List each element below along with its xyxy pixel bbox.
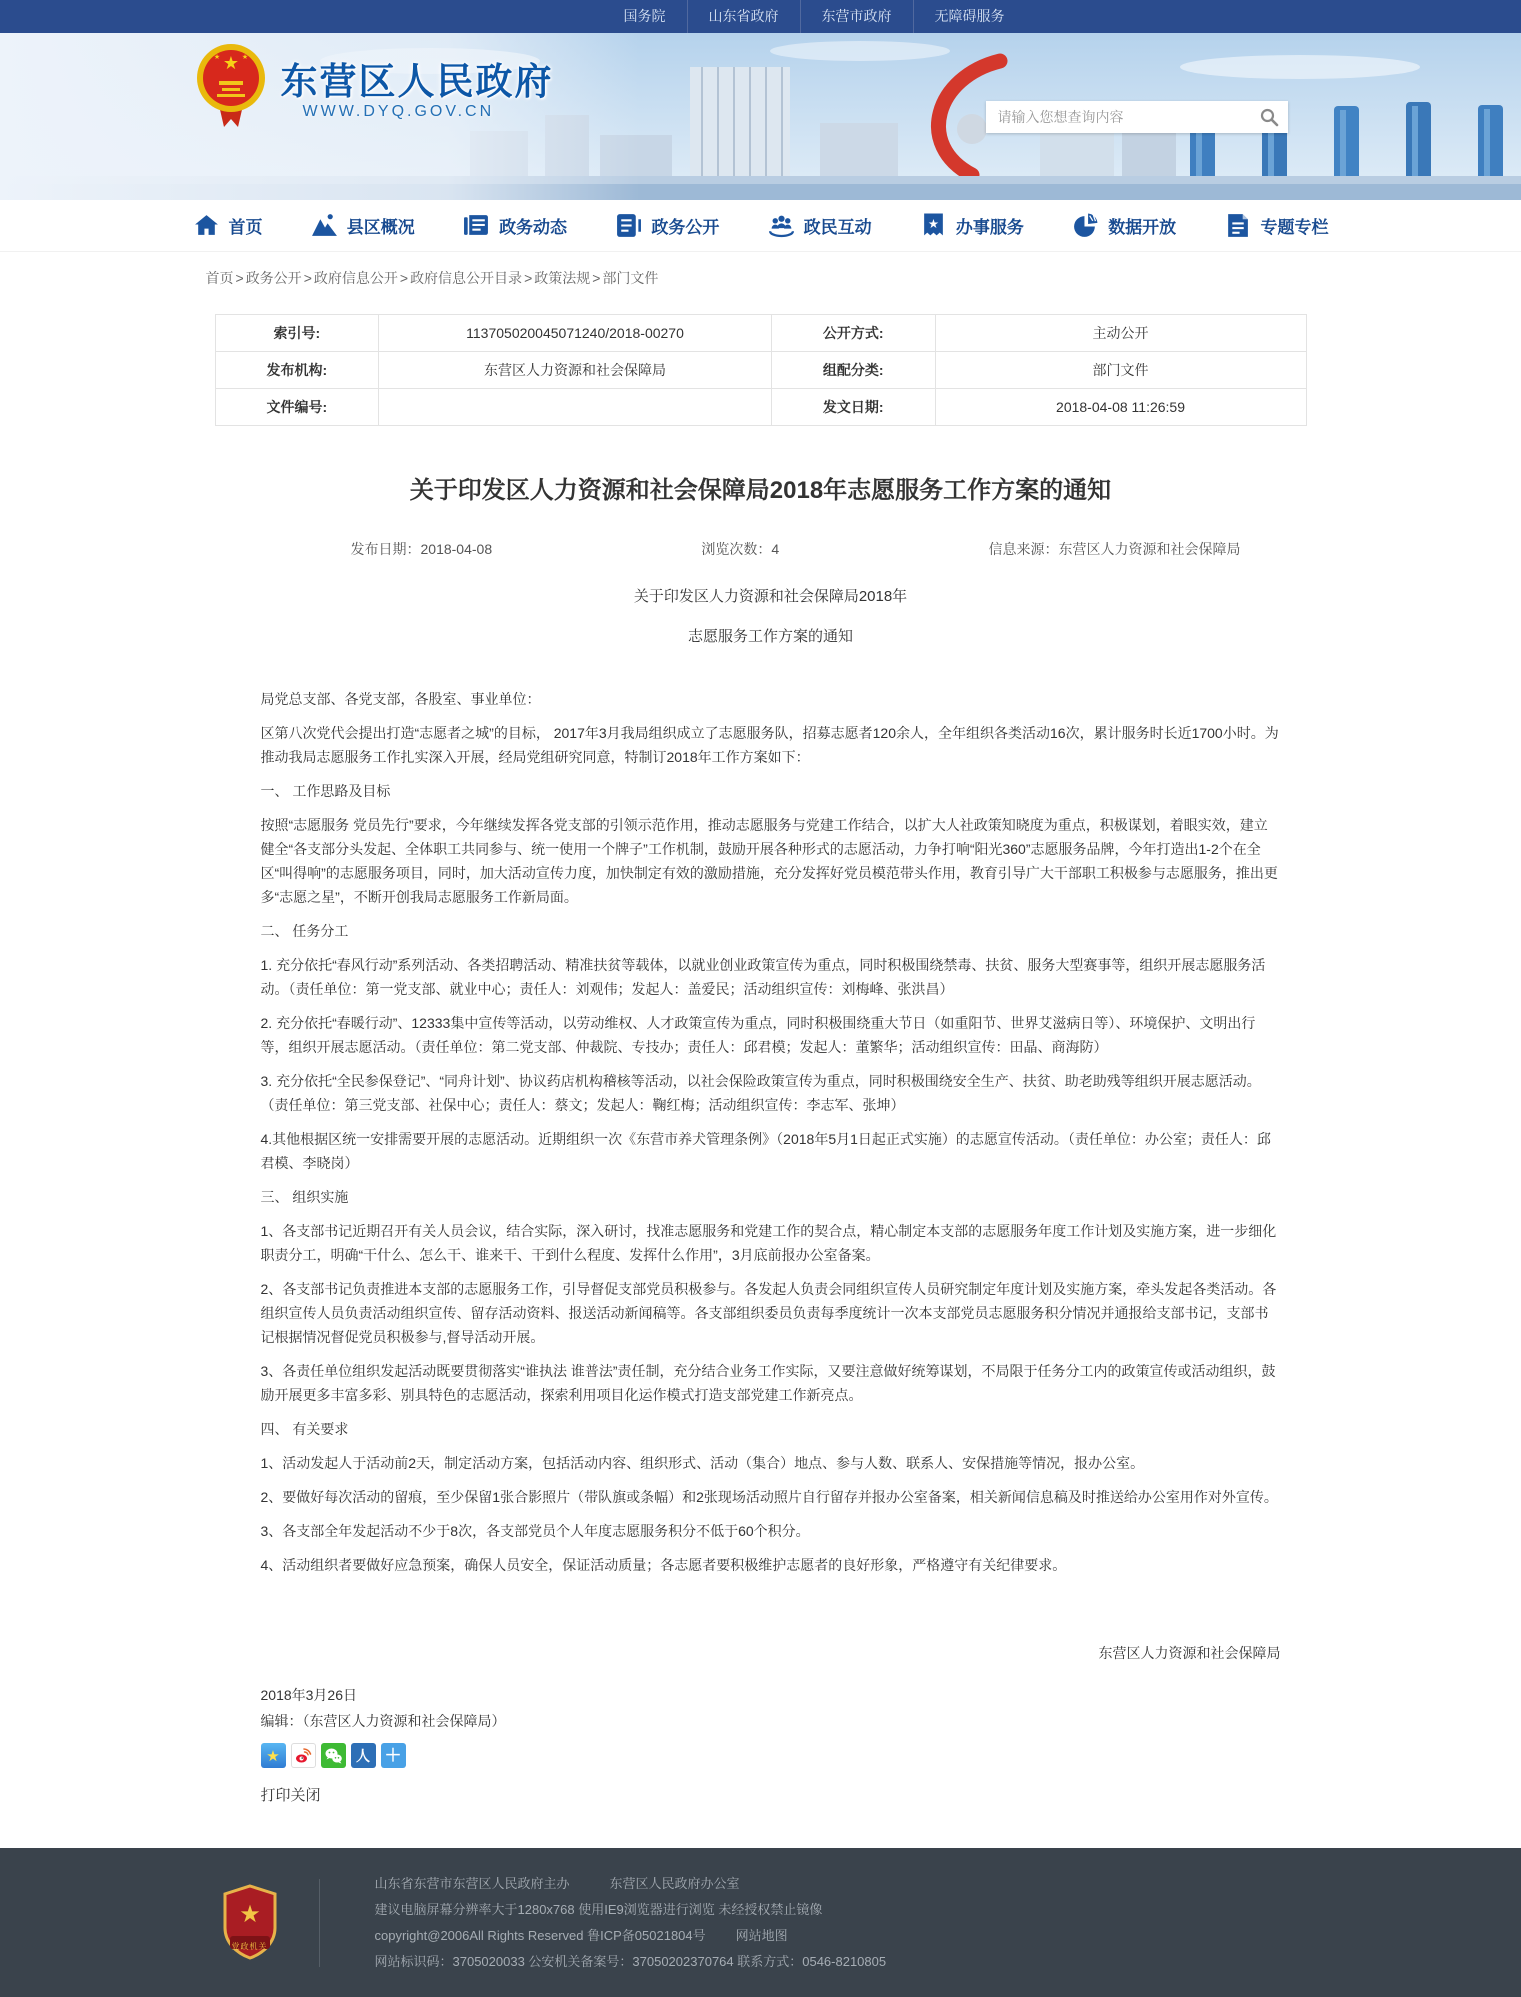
home-icon bbox=[193, 212, 220, 239]
signature: 东营区人力资源和社会保障局 bbox=[1098, 1645, 1281, 1661]
breadcrumb bbox=[161, 252, 1361, 288]
breadcrumb-dept-files[interactable]: 部门文件 bbox=[602, 270, 659, 286]
paragraph: 4.其他根据区统一安排需要开展的志愿活动。近期组织一次《东营市养犬管理条例》（2018年5月1日起正式实施）的志愿宣传活动。（责任单位：办公室；责任人：邱君模、李晓岗） bbox=[260, 1131, 1271, 1171]
section-heading: 二、 任务分工 bbox=[260, 923, 349, 939]
breadcrumb-policies[interactable]: 政策法规 > bbox=[534, 270, 602, 286]
national-emblem-logo[interactable] bbox=[191, 41, 271, 133]
nav-label: 办事服务 bbox=[955, 218, 1024, 237]
footer bbox=[0, 1848, 1521, 1997]
search-input[interactable] bbox=[986, 101, 1250, 133]
search-box bbox=[986, 101, 1288, 133]
paragraph: 1. 充分依托“春风行动”系列活动、各类招聘活动、精准扶贫等载体，以就业创业政策宣传为重点，同时积极围绕禁毒、扶贫、服务大型赛事等，组织开展志愿服务活动。（责任单位：第一党支部、就业中心；责任人：刘观伟；发起人：盖爱民；活动组织宣传：刘梅峰、张洪昌） bbox=[260, 957, 1266, 997]
topbar-link-shandong-gov[interactable]: 山东省政府 bbox=[687, 0, 800, 33]
issue-date-value: 2018-04-08 11:26:59 bbox=[935, 389, 1306, 426]
index-number-label: 索引号: bbox=[215, 315, 379, 352]
index-number-value: 113705020045071240/2018-00270 bbox=[379, 315, 772, 352]
gov-agency-badge[interactable] bbox=[221, 1884, 279, 1962]
footer-info bbox=[375, 1871, 887, 1975]
doc-heading-line: 关于印发区人力资源和社会保障局2018年 bbox=[633, 588, 908, 605]
file-number-value bbox=[379, 389, 772, 426]
breadcrumb-home[interactable]: 首页 > bbox=[206, 270, 246, 286]
paragraph: 2、要做好每次活动的留痕，至少保留1张合影照片（带队旗或条幅）和2张现场活动照片自行留存并报办公室备案，相关新闻信息稿及时推送给办公室用作对外宣传。 bbox=[260, 1489, 1278, 1505]
nav-item-home[interactable] bbox=[193, 212, 263, 239]
paragraph: 1、活动发起人于活动前2天，制定活动方案，包括活动内容、组织形式、活动（集合）地点、参与人数、联系人、安保措施等情况，报办公室。 bbox=[260, 1455, 1145, 1471]
footer-office: 东营区人民政府办公室 bbox=[609, 1875, 740, 1891]
info-table bbox=[215, 314, 1307, 426]
doc-heading-line: 志愿服务工作方案的通知 bbox=[687, 628, 853, 645]
topbar-link-dongying-gov[interactable]: 东营市政府 bbox=[800, 0, 913, 33]
section-heading: 四、 有关要求 bbox=[260, 1421, 349, 1437]
publish-date: 发布日期：2018-04-08 bbox=[350, 541, 493, 557]
site-title[interactable]: 东营区人民政府 bbox=[280, 61, 554, 102]
qzone-share-icon[interactable]: ★ bbox=[261, 1743, 286, 1768]
table-row bbox=[215, 352, 1306, 389]
breadcrumb-gov-disclosure[interactable]: 政务公开 > bbox=[246, 270, 314, 286]
disclosure-method-value: 主动公开 bbox=[935, 315, 1306, 352]
footer-host-org: 山东省东营市东营区人民政府主办 bbox=[374, 1875, 570, 1891]
nav-item-public-interaction[interactable] bbox=[768, 212, 872, 239]
breadcrumb-gov-info[interactable]: 政府信息公开 > bbox=[314, 270, 410, 286]
paragraph: 4、活动组织者要做好应急预案，确保人员安全，保证活动质量；各志愿者要积极维护志愿者的良好形象，严格遵守有关纪律要求。 bbox=[260, 1557, 1067, 1573]
paragraph: 局党总支部、各党支部，各股室、事业单位： bbox=[260, 691, 541, 707]
issuing-agency-value: 东营区人力资源和社会保障局 bbox=[379, 352, 772, 389]
footer-line-host bbox=[375, 1871, 887, 1897]
category-label: 组配分类: bbox=[771, 352, 935, 389]
site-url: WWW.DYQ.GOV.CN bbox=[302, 103, 495, 120]
nav-item-gov-disclosure[interactable] bbox=[615, 212, 719, 239]
nav-item-special-topics[interactable] bbox=[1224, 212, 1328, 239]
nav-item-district-overview[interactable] bbox=[311, 212, 415, 239]
share-bar bbox=[161, 1743, 1361, 1768]
main-nav bbox=[0, 200, 1521, 252]
more-share-icon[interactable]: ＋ bbox=[381, 1743, 406, 1768]
view-count: 浏览次数：4 bbox=[701, 541, 780, 557]
people-icon bbox=[768, 212, 795, 239]
nav-label: 县区概况 bbox=[346, 218, 415, 237]
weibo-share-icon[interactable] bbox=[291, 1743, 316, 1768]
issuing-agency-label: 发布机构: bbox=[215, 352, 379, 389]
paragraph: 按照“志愿服务 党员先行”要求，今年继续发挥各党支部的引领示范作用，推动志愿服务与党建工作结合，以扩大人社政策知晓度为重点，积极谋划，着眼实效，建立健全“各支部分头发起、全体职工共同参与、统一使用一个牌子”工作机制，鼓励开展各种形式的志愿活动，力争打响“阳光360”志愿服务品牌，今年打造出1-2个在全区“叫得响”的志愿服务项目，同时，加大活动宣传力度，加快制定有效的激励措施，充分发挥好党员模范带头作用，教育引导广大干部职工积极参与志愿服务，推出更多“志愿之星”，不断开创我局志愿服务工作新局面。 bbox=[260, 817, 1278, 905]
svg-text:★: ★ bbox=[213, 54, 220, 61]
wechat-share-icon[interactable] bbox=[321, 1743, 346, 1768]
paragraph: 区第八次党代会提出打造“志愿者之城”的目标， 2017年3月我局组织成立了志愿服务队，招募志愿者120余人，全年组织各类活动16次，累计服务时长近1700小时。为推动我局志愿服务工作扎实深入开展，经局党组研究同意，特制订2018年工作方案如下： bbox=[260, 725, 1279, 765]
nav-item-services[interactable] bbox=[920, 212, 1024, 239]
print-close-links bbox=[161, 1784, 1361, 1805]
info-source: 信息来源：东营区人力资源和社会保障局 bbox=[988, 541, 1241, 557]
svg-text:★: ★ bbox=[927, 217, 939, 232]
paragraph: 3、各支部全年发起活动不少于8次，各支部党员个人年度志愿服务积分不低于60个积分。 bbox=[260, 1523, 810, 1539]
pie-chart-icon bbox=[1072, 212, 1099, 239]
breadcrumb-gov-info-catalog[interactable]: 政府信息公开目录 > bbox=[410, 270, 534, 286]
sitemap-link[interactable]: 网站地图 bbox=[735, 1927, 788, 1943]
topbar-links bbox=[603, 0, 1026, 33]
paragraph: 1、各支部书记近期召开有关人员会议，结合实际，深入研讨，找准志愿服务和党建工作的契合点，精心制定本支部的志愿服务年度工作计划及实施方案，进一步细化职责分工，明确“干什么、怎么干、谁来干、干到什么程度、发挥什么作用”，3月底前报办公室备案。 bbox=[260, 1223, 1277, 1263]
main-content bbox=[161, 252, 1361, 1848]
category-value: 部门文件 bbox=[935, 352, 1306, 389]
footer-divider bbox=[319, 1879, 320, 1967]
close-link[interactable]: 关闭 bbox=[290, 1787, 321, 1804]
footer-copyright: copyright@2006All Rights Reserved 鲁ICP备05021804号 bbox=[374, 1927, 706, 1943]
document-icon bbox=[1224, 212, 1251, 239]
paragraph: 3. 充分依托“全民参保登记”、“同舟计划”、协议药店机构稽核等活动，以社会保险政策宣传为重点，同时积极围绕安全生产、扶贫、助老助残等组织开展志愿活动。（责任单位：第三党支部、社保中心；责任人：蔡文；发起人：鞠红梅；活动组织宣传：李志军、张坤） bbox=[260, 1073, 1261, 1113]
nav-label: 数据开放 bbox=[1108, 218, 1177, 237]
document-date: 2018年3月26日 bbox=[260, 1687, 358, 1703]
paragraph: 2、各支部书记负责推进本支部的志愿服务工作，引导督促支部党员积极参与。各发起人负责会同组织宣传人员研究制定年度计划及实施方案，牵头发起各类活动。各组织宣传人员负责活动组织宣传、留存活动资料、报送活动新闻稿等。各支部组织委员负责每季度统计一次本支部党员志愿服务积分情况并通报给支部书记，支部书记根据情况督促党员积极参与,督导活动开展。 bbox=[260, 1281, 1277, 1345]
topbar-link-state-council[interactable]: 国务院 bbox=[623, 8, 666, 24]
badge-label: 党政机关 bbox=[231, 1941, 268, 1951]
editor-line: 编辑：（东营区人力资源和社会保障局） bbox=[260, 1713, 506, 1729]
search-icon bbox=[1259, 107, 1279, 127]
table-row bbox=[215, 389, 1306, 426]
paragraph: 2. 充分依托“春暖行动”、12333集中宣传等活动，以劳动维权、人才政策宣传为重点，同时积极围绕重大节日（如重阳节、世界艾滋病日等）、环境保护、文明出行等，组织开展志愿活动。（责任单位：第二党支部、仲裁院、专技办；责任人：邱君模；发起人：董繁华；活动组织宣传：田晶、商海防） bbox=[260, 1015, 1256, 1055]
book-icon bbox=[615, 212, 642, 239]
wechat-glyph bbox=[324, 1746, 343, 1765]
renren-share-icon[interactable]: 人 bbox=[351, 1743, 376, 1768]
topbar bbox=[0, 0, 1521, 33]
header-banner bbox=[0, 33, 1521, 200]
footer-line-ids: 网站标识码：3705020033 公安机关备案号：37050202370764 联系方式：0546-8210805 bbox=[374, 1953, 887, 1969]
file-number-label: 文件编号: bbox=[215, 389, 379, 426]
nav-label: 首页 bbox=[228, 218, 263, 237]
nav-item-gov-news[interactable] bbox=[463, 212, 567, 239]
weibo-glyph bbox=[294, 1746, 313, 1765]
article-meta bbox=[351, 539, 1241, 559]
footer-line-copyright bbox=[375, 1923, 887, 1949]
print-link[interactable]: 打印 bbox=[260, 1787, 291, 1804]
news-icon bbox=[463, 212, 490, 239]
nav-label: 专题专栏 bbox=[1260, 218, 1329, 237]
svg-text:★: ★ bbox=[241, 54, 248, 61]
paragraph: 3、各责任单位组织发起活动既要贯彻落实“谁执法 谁普法”责任制，充分结合业务工作实际，又要注意做好统筹谋划，不局限于任务分工内的政策宣传或活动组织，鼓励开展更多丰富多彩、别具特色的志愿活动，探索利用项目化运作模式打造支部党建工作新亮点。 bbox=[260, 1363, 1276, 1403]
article-body bbox=[161, 585, 1361, 1577]
page-title: 关于印发区人力资源和社会保障局2018年志愿服务工作方案的通知 bbox=[409, 477, 1112, 504]
nav-label: 政务动态 bbox=[499, 218, 568, 237]
mountain-icon bbox=[311, 212, 338, 239]
section-heading: 三、 组织实施 bbox=[260, 1189, 349, 1205]
svg-text:★: ★ bbox=[222, 53, 239, 73]
topbar-link-accessibility[interactable]: 无障碍服务 bbox=[913, 0, 1026, 33]
search-button[interactable] bbox=[1250, 101, 1288, 133]
nav-item-open-data[interactable] bbox=[1072, 212, 1176, 239]
svg-text:★: ★ bbox=[238, 1900, 261, 1928]
issue-date-label: 发文日期: bbox=[771, 389, 935, 426]
footer-line-browser-note: 建议电脑屏幕分辨率大于1280x768 使用IE9浏览器进行浏览 未经授权禁止镜像 bbox=[374, 1901, 823, 1917]
nav-label: 政务公开 bbox=[651, 218, 720, 237]
nav-label: 政民互动 bbox=[803, 218, 872, 237]
table-row bbox=[215, 315, 1306, 352]
section-heading: 一、 工作思路及目标 bbox=[260, 783, 391, 799]
disclosure-method-label: 公开方式: bbox=[771, 315, 935, 352]
ribbon-star-icon bbox=[920, 212, 947, 239]
